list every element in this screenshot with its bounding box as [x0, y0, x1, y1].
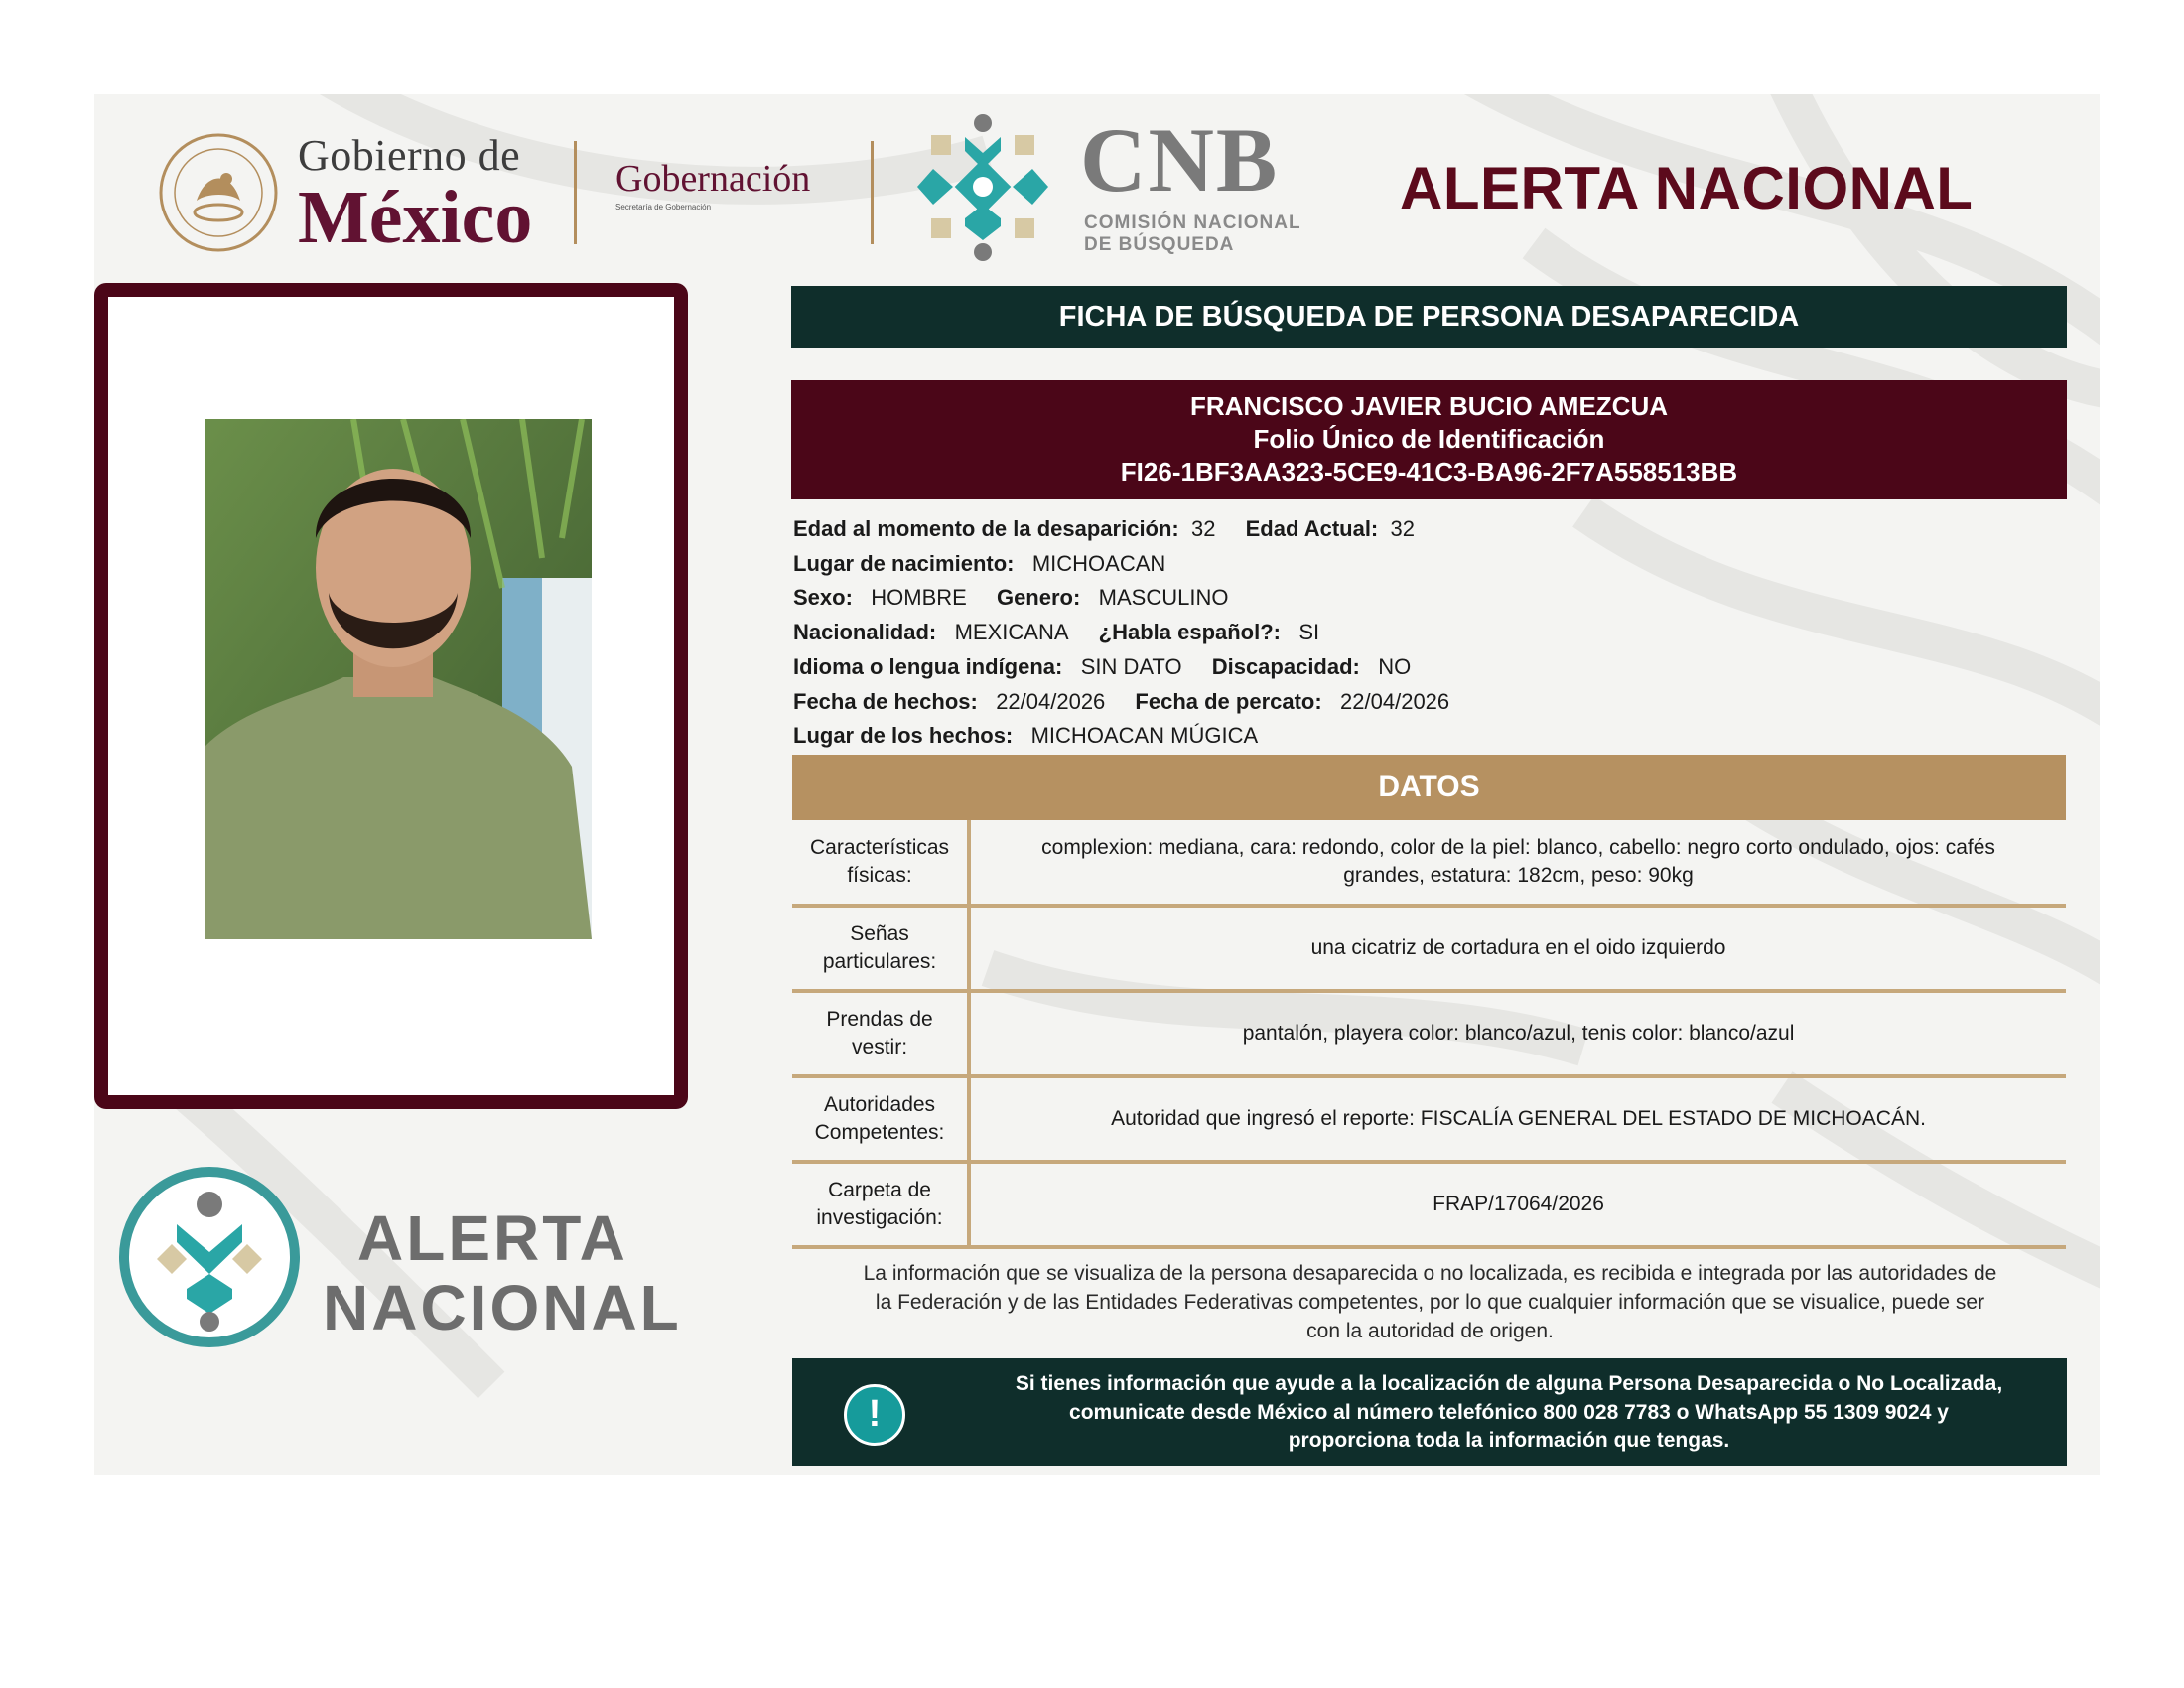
table-row [792, 1162, 2066, 1247]
table-row [792, 906, 2066, 991]
disclaimer-line3: con la autoridad de origen. [1306, 1320, 1554, 1342]
contact-line2: comunicate desde México al número telefónico 800 028 7783 o WhatsApp 55 1309 9024 y [1069, 1400, 1949, 1424]
folio-value: FI26-1BF3AA323-5CE9-41C3-BA96-2F7A558513BB [1120, 457, 1738, 487]
row-value: complexion: mediana, cara: redondo, color de la piel: blanco, cabello: negro corto ondulado, ojos: cafés grandes, estatura: 182cm, peso: 90kg [969, 820, 2066, 906]
row-value: una cicatriz de cortadura en el oido izquierdo [969, 906, 2066, 991]
info-row [793, 719, 1473, 754]
contact-banner [792, 1358, 2067, 1466]
cnb-sub-line1: COMISIÓN NACIONAL [1084, 212, 1301, 233]
lugar-hechos-value: MICHOACAN MÚGICA [1030, 723, 1259, 749]
idioma-label: Idioma o lengua indígena: [793, 653, 1063, 679]
gobernacion-sub: Secretaría de Gobernación [615, 203, 712, 211]
person-header [791, 380, 2067, 499]
row-label: Autoridades Competentes: [792, 1076, 969, 1162]
edad-actual-label: Edad Actual: [1245, 516, 1379, 541]
sexo-label: Sexo: [793, 585, 853, 611]
gob-line1: Gobierno de [298, 131, 521, 180]
gobierno-de-mexico-logo [298, 131, 533, 259]
gobernacion-logo [615, 157, 810, 211]
datos-table [792, 820, 2066, 1249]
gob-line2: México [298, 176, 533, 259]
info-row [793, 616, 1473, 650]
nacionalidad-label: Nacionalidad: [793, 620, 937, 645]
row-label: Carpeta de investigación: [792, 1162, 969, 1247]
cnb-sub-line2: DE BÚSQUEDA [1084, 234, 1235, 255]
datos-title: DATOS [792, 755, 2066, 820]
alerta-nacional-emblem-icon [117, 1165, 302, 1349]
fecha-percato-label: Fecha de percato: [1135, 688, 1322, 714]
cnb-subtitle [1084, 212, 1301, 256]
fecha-percato-value: 22/04/2026 [1340, 688, 1450, 714]
nacimiento-value: MICHOACAN [1031, 550, 1166, 576]
contact-line3: proporciona toda la información que tengas. [1288, 1429, 1730, 1452]
info-row [793, 685, 1473, 720]
national-seal-icon [157, 131, 280, 254]
disclaimer [802, 1259, 2058, 1345]
disclaimer-line1: La información que se visualiza de la persona desaparecida o no localizada, es recibida e integrada por las autoridades de [863, 1262, 1997, 1285]
divider [871, 141, 874, 244]
divider [574, 141, 577, 244]
folio-label: Folio Único de Identificación [1253, 424, 1605, 454]
cnb-emblem-icon [903, 107, 1062, 266]
edad-actual-value: 32 [1390, 516, 1415, 541]
info-row [793, 512, 1473, 547]
lugar-hechos-label: Lugar de los hechos: [793, 723, 1014, 749]
info-row [793, 547, 1473, 582]
contact-line1: Si tienes información que ayude a la localización de alguna Persona Desaparecida o No Localizada, [1015, 1372, 2003, 1395]
espanol-value: SI [1298, 620, 1320, 645]
alerta-nacional-title: ALERTA NACIONAL [1400, 155, 1974, 221]
table-row [792, 1076, 2066, 1162]
sexo-value: HOMBRE [871, 585, 967, 611]
discapacidad-value: NO [1378, 653, 1412, 679]
table-row [792, 991, 2066, 1076]
fecha-hechos-value: 22/04/2026 [996, 688, 1106, 714]
logo-line1: ALERTA [357, 1202, 628, 1274]
info-row [793, 650, 1473, 685]
cnb-title: CNB [1080, 109, 1280, 211]
ficha-title: FICHA DE BÚSQUEDA DE PERSONA DESAPARECIDA [791, 286, 2067, 348]
person-info [793, 512, 1473, 754]
table-row [792, 820, 2066, 906]
edad-value: 32 [1191, 516, 1216, 541]
row-value: pantalón, playera color: blanco/azul, tenis color: blanco/azul [969, 991, 2066, 1076]
logo-line2: NACIONAL [323, 1272, 682, 1343]
gobernacion-title: Gobernación [615, 158, 811, 200]
nacionalidad-value: MEXICANA [954, 620, 1069, 645]
idioma-value: SIN DATO [1080, 653, 1182, 679]
person-photo [205, 419, 592, 939]
row-value: Autoridad que ingresó el reporte: FISCALÍA GENERAL DEL ESTADO DE MICHOACÁN. [969, 1076, 2066, 1162]
genero-value: MASCULINO [1098, 585, 1229, 611]
espanol-label: ¿Habla español?: [1098, 620, 1281, 645]
contact-text [961, 1370, 2057, 1456]
row-label: Señas particulares: [792, 906, 969, 991]
genero-label: Genero: [996, 585, 1081, 611]
row-label: Características físicas: [792, 820, 969, 906]
row-label: Prendas de vestir: [792, 991, 969, 1076]
discapacidad-label: Discapacidad: [1211, 653, 1360, 679]
info-row [793, 581, 1473, 616]
exclamation-icon: ! [844, 1384, 905, 1446]
disclaimer-line2: la Federación y de las Entidades Federativas competentes, por lo que cualquier información que se visualice, puede ser [875, 1291, 1985, 1314]
edad-label: Edad al momento de la desaparición: [793, 516, 1179, 541]
alerta-nacional-logo-text [323, 1203, 682, 1342]
row-value: FRAP/17064/2026 [969, 1162, 2066, 1247]
person-name: FRANCISCO JAVIER BUCIO AMEZCUA [1189, 391, 1668, 421]
nacimiento-label: Lugar de nacimiento: [793, 550, 1015, 576]
fecha-hechos-label: Fecha de hechos: [793, 688, 978, 714]
